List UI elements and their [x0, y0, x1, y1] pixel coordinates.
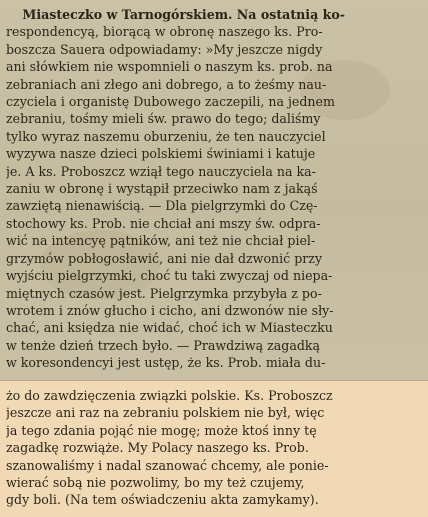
text-line: Miasteczko w Tarnogórskiem. Na ostatnią ko-: [22, 7, 345, 22]
text-line: chać, ani księdza nie widać, choć ich w Miasteczku: [6, 320, 333, 336]
text-line: gdy boli. (Na tem oświadczeniu akta zamykamy).: [6, 492, 319, 508]
text-line: zawziętą nienawiścią. — Dla pielgrzymki do Czę-: [6, 198, 318, 214]
text-line: wyzywa nasze dzieci polskiemi świniami i katuje: [6, 146, 316, 162]
text-line: miętnych czasów jest. Pielgrzymka przybyła z po-: [6, 285, 322, 301]
text-line: szanowaliśmy i nadal szanować chcemy, ale ponie-: [6, 457, 329, 473]
text-line: w koresondencyi jest ustęp, że ks. Prob. miała du-: [6, 355, 326, 371]
text-line: czyciela i organistę Dubowego zaczepili, na jednem: [6, 94, 335, 110]
text-line: wyjściu pielgrzymki, choć tu taki zwyczaj od niepa-: [6, 268, 333, 284]
text-line: wierać sobą nie pozwolimy, bo my też czujemy,: [6, 475, 305, 491]
text-line: grzymów pobłogosławić, ani nie dał dzwonić przy: [6, 250, 323, 266]
text-line: ani słówkiem nie wspomnieli o naszym ks. prob. na: [6, 59, 333, 75]
text-line: jeszcze ani raz na zebraniu polskiem nie był, więc: [6, 405, 325, 421]
text-line: ja tego zdania pojąć nie mogę; może ktoś inny tę: [6, 422, 317, 438]
text-line: wić na intencyę pątników, ani też nie chciał piel-: [6, 233, 316, 249]
text-line: wrotem i znów głucho i cicho, ani dzwonów nie sły-: [6, 302, 334, 318]
upper-column: [6, 6, 422, 372]
text-line: je. A ks. Proboszcz wziął tego nauczyciela na ka-: [6, 163, 316, 179]
text-line: zagadkę rozwiąże. My Polacy naszego ks. Prob.: [6, 440, 309, 456]
text-line: respondencyą, biorącą w obronę naszego ks. Pro-: [6, 24, 323, 40]
text-line: w tenże dzień trzech było. — Prawdziwą zagadką: [6, 337, 321, 353]
text-line: tylko wyraz naszemu oburzeniu, że ten nauczyciel: [6, 128, 326, 144]
text-line: stochowy ks. Prob. nie chciał ani mszy św. odpra-: [6, 215, 321, 231]
text-line: zebraniu, tośmy mieli św. prawo do tego; daliśmy: [6, 111, 321, 127]
text-line: zebraniach ani złego ani dobrego, a to żeśmy nau-: [6, 76, 327, 92]
text-line: zaniu w obronę i wystąpił przeciwko nam z jakąś: [6, 181, 318, 197]
lower-column: [6, 387, 422, 509]
lower-section: [0, 380, 428, 517]
text-line: boszcza Sauera odpowiadamy: »My jeszcze nigdy: [6, 41, 323, 57]
text-line: żo do zawdzięczenia związki polskie. Ks. Proboszcz: [6, 388, 333, 403]
